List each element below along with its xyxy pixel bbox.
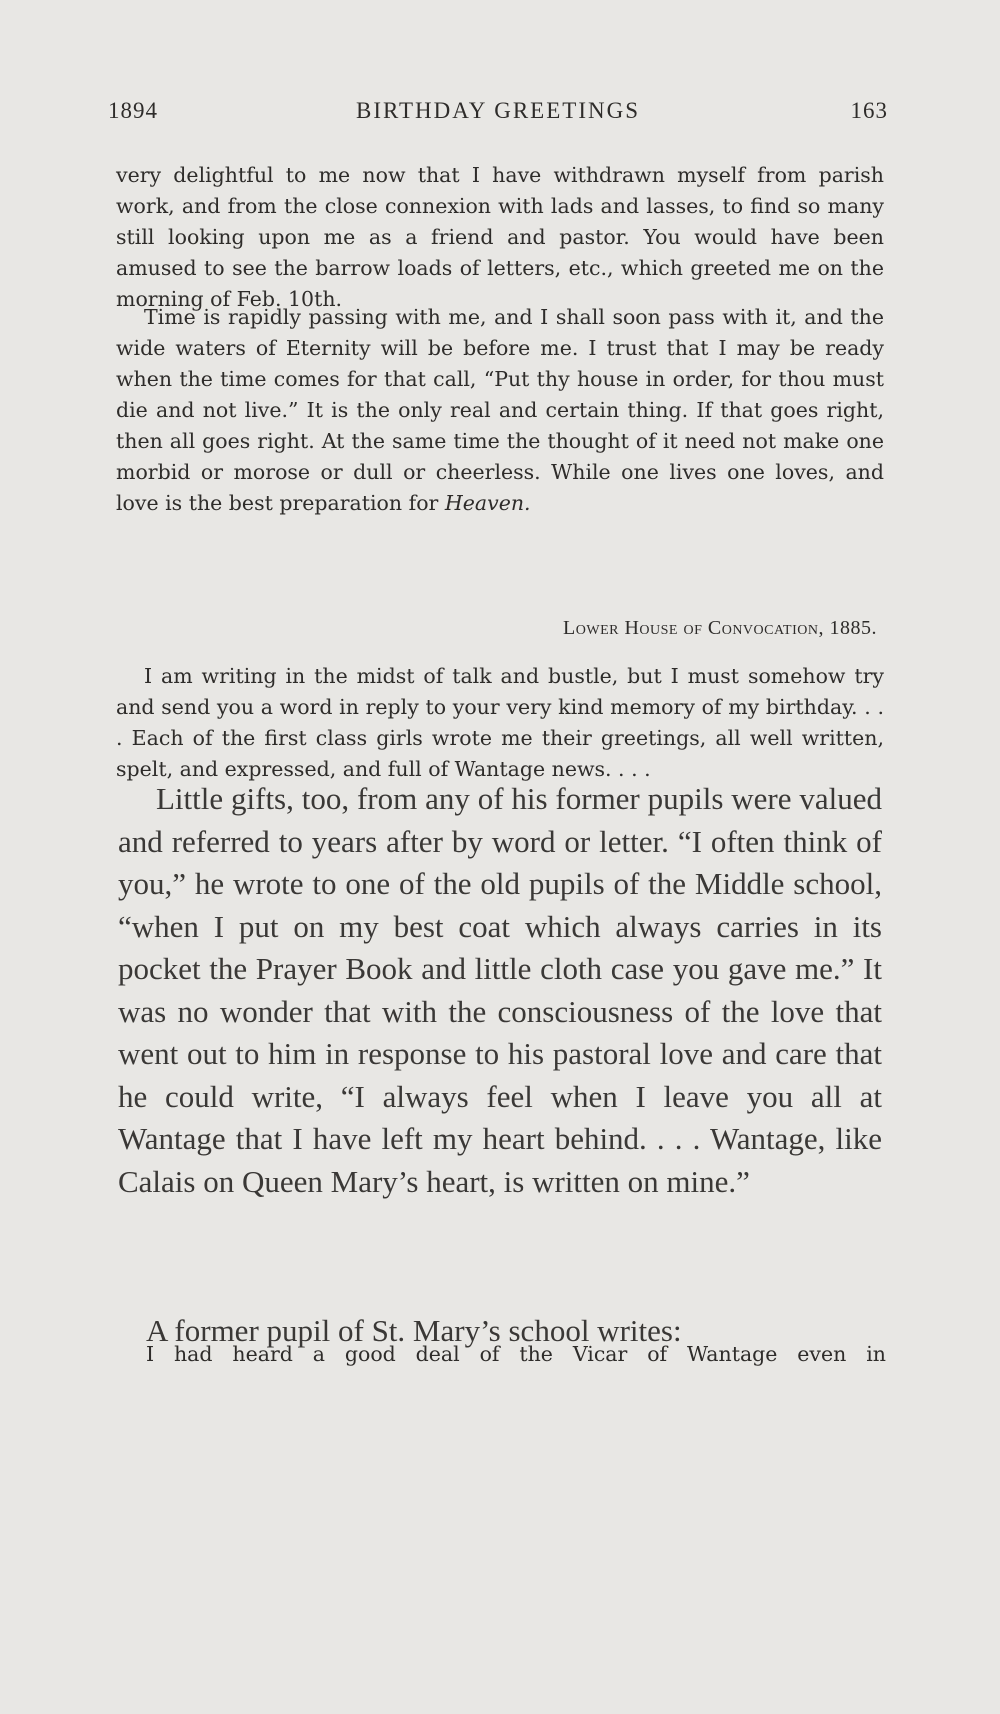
letter1-paragraph-2-text: Time is rapidly passing with me, and I shall soon pass with it, and the wide waters of Eternity will be before me. I trust that I may be ready when the time comes for that call, “Put thy house in order, for thou must die and not live.” It is the only real and certain thing. If that goes right, then all goes right. At the same time the thought of it need not make one morbid or morose or dull or cheerless. While one lives one loves, and love is the best preparation for bbox=[116, 305, 884, 515]
running-header bbox=[108, 90, 888, 130]
header-title: BIRTHDAY GREETINGS bbox=[355, 98, 640, 123]
body-paragraph-2: A former pupil of St. Mary’s school writes: bbox=[146, 1313, 682, 1348]
page-number: 163 bbox=[850, 98, 888, 123]
heaven-italic: Heaven. bbox=[444, 491, 531, 515]
letter1-paragraph-2 bbox=[116, 302, 884, 519]
letter2-paragraph: I am writing in the midst of talk and bustle, but I must somehow try and send you a word in reply to your very kind memory of my birthday. . . . Each of the first class girls wrote me their greetings, all well written, spelt, and expressed, and full of Wantage news. . . . bbox=[116, 664, 884, 781]
header-year: 1894 bbox=[108, 98, 158, 123]
letter1-paragraph-1: very delightful to me now that I have withdrawn myself from parish work, and from the close connexion with lads and lasses, to find so many still looking upon me as a friend and pastor. You would have been amused to see the barrow loads of letters, etc., which greeted me on the morning of Feb. 10th. bbox=[116, 163, 884, 311]
body-paragraph-1: Little gifts, too, from any of his former pupils were valued and referred to years after by word or letter. “I often think of you,” he wrote to one of the old pupils of the Middle school, “when I put on my best coat which always carries in its pocket the Prayer Book and little cloth case you gave me.” It was no wonder that with the consciousness of the love that went out to him in response to his pastoral love and care that he could write, “I always feel when I leave you all at Wantage that I have left my heart behind. . . . Wantage, like Calais on Queen Mary’s heart, is written on mine.” bbox=[118, 781, 882, 1199]
quoted-letter-start: I had heard a good deal of the Vicar of Wantage even in bbox=[146, 1342, 886, 1366]
letter-dateline: Lower House of Convocation, 1885. bbox=[563, 617, 877, 639]
